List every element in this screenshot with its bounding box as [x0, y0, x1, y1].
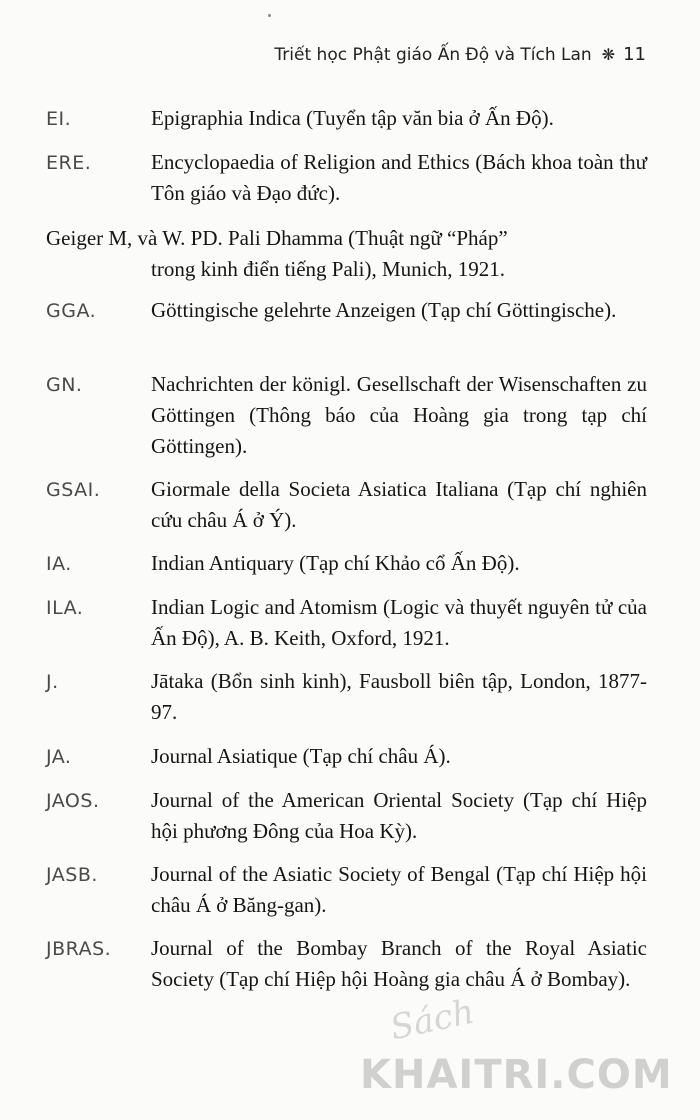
watermark-logo [360, 991, 690, 1110]
abbreviation: J. [46, 671, 59, 693]
abbreviation-description: Indian Logic and Atomism (Logic và thuyết nguyên tử của Ấn Độ), A. B. Keith, Oxford, 1921. [151, 595, 647, 650]
running-header [274, 44, 646, 65]
ornament-icon: ❋ [601, 45, 616, 64]
abbreviation-description: Nachrichten der königl. Gesellschaft der Wisenschaften zu Göttingen (Thông báo của Hoàng gia trong tạp chí Göttingen). [151, 372, 647, 458]
watermark-script: Sách [386, 991, 478, 1049]
abbreviation-description: Journal of the American Oriental Society (Tạp chí Hiệp hội phương Đông của Hoa Kỳ). [151, 788, 647, 843]
abbreviation-description: Journal of the Asiatic Society of Bengal (Tạp chí Hiệp hội châu Á ở Băng-gan). [151, 862, 647, 917]
abbreviation-description: Encyclopaedia of Religion and Ethics (Bách khoa toàn thư Tôn giáo và Đạo đức). [151, 150, 647, 205]
abbreviation-description: Journal of the Bombay Branch of the Royal Asiatic Society (Tạp chí Hiệp hội Hoàng gia châu Á ở Bombay). [151, 936, 647, 991]
abbreviation: IA. [46, 553, 72, 575]
abbreviation: ILA. [46, 597, 84, 619]
description-start: Pali Dhamma (Thuật ngữ “Pháp” [228, 226, 508, 250]
abbreviation: GGA. [46, 300, 97, 322]
page-number: 11 [623, 44, 646, 65]
abbreviation: Geiger M, và W. PD. [46, 226, 223, 250]
abbreviation-description: Epigraphia Indica (Tuyển tập văn bia ở Ấn Độ). [151, 106, 554, 130]
abbreviation: JA. [46, 746, 72, 768]
abbreviation: JASB. [46, 864, 98, 886]
abbreviation-description: Jātaka (Bổn sinh kinh), Fausboll biên tập, London, 1877-97. [151, 669, 647, 724]
watermark-text: KHAITRI.COM [360, 1052, 673, 1098]
abbreviation: GSAI. [46, 479, 101, 501]
abbreviation-description: Journal Asiatique (Tạp chí châu Á). [151, 744, 451, 768]
abbreviation-description: Göttingische gelehrte Anzeigen (Tạp chí Göttingische). [151, 298, 617, 322]
abbreviation: EI. [46, 108, 72, 130]
abbreviation-description: Indian Antiquary (Tạp chí Khảo cổ Ấn Độ). [151, 551, 520, 575]
book-title: Triết học Phật giáo Ấn Độ và Tích Lan [274, 45, 592, 65]
abbreviation-description [46, 223, 647, 285]
abbreviation: GN. [46, 374, 83, 396]
abbreviation: JAOS. [46, 790, 100, 812]
entry-first-line [46, 223, 647, 254]
description-continuation: trong kinh điển tiếng Pali), Munich, 1921. [151, 257, 506, 281]
abbreviation: JBRAS. [46, 938, 112, 960]
print-speck [268, 14, 271, 17]
abbreviation-description: Giormale della Societa Asiatica Italiana (Tạp chí nghiên cứu châu Á ở Ý). [151, 477, 647, 532]
abbreviation: ERE. [46, 152, 92, 174]
